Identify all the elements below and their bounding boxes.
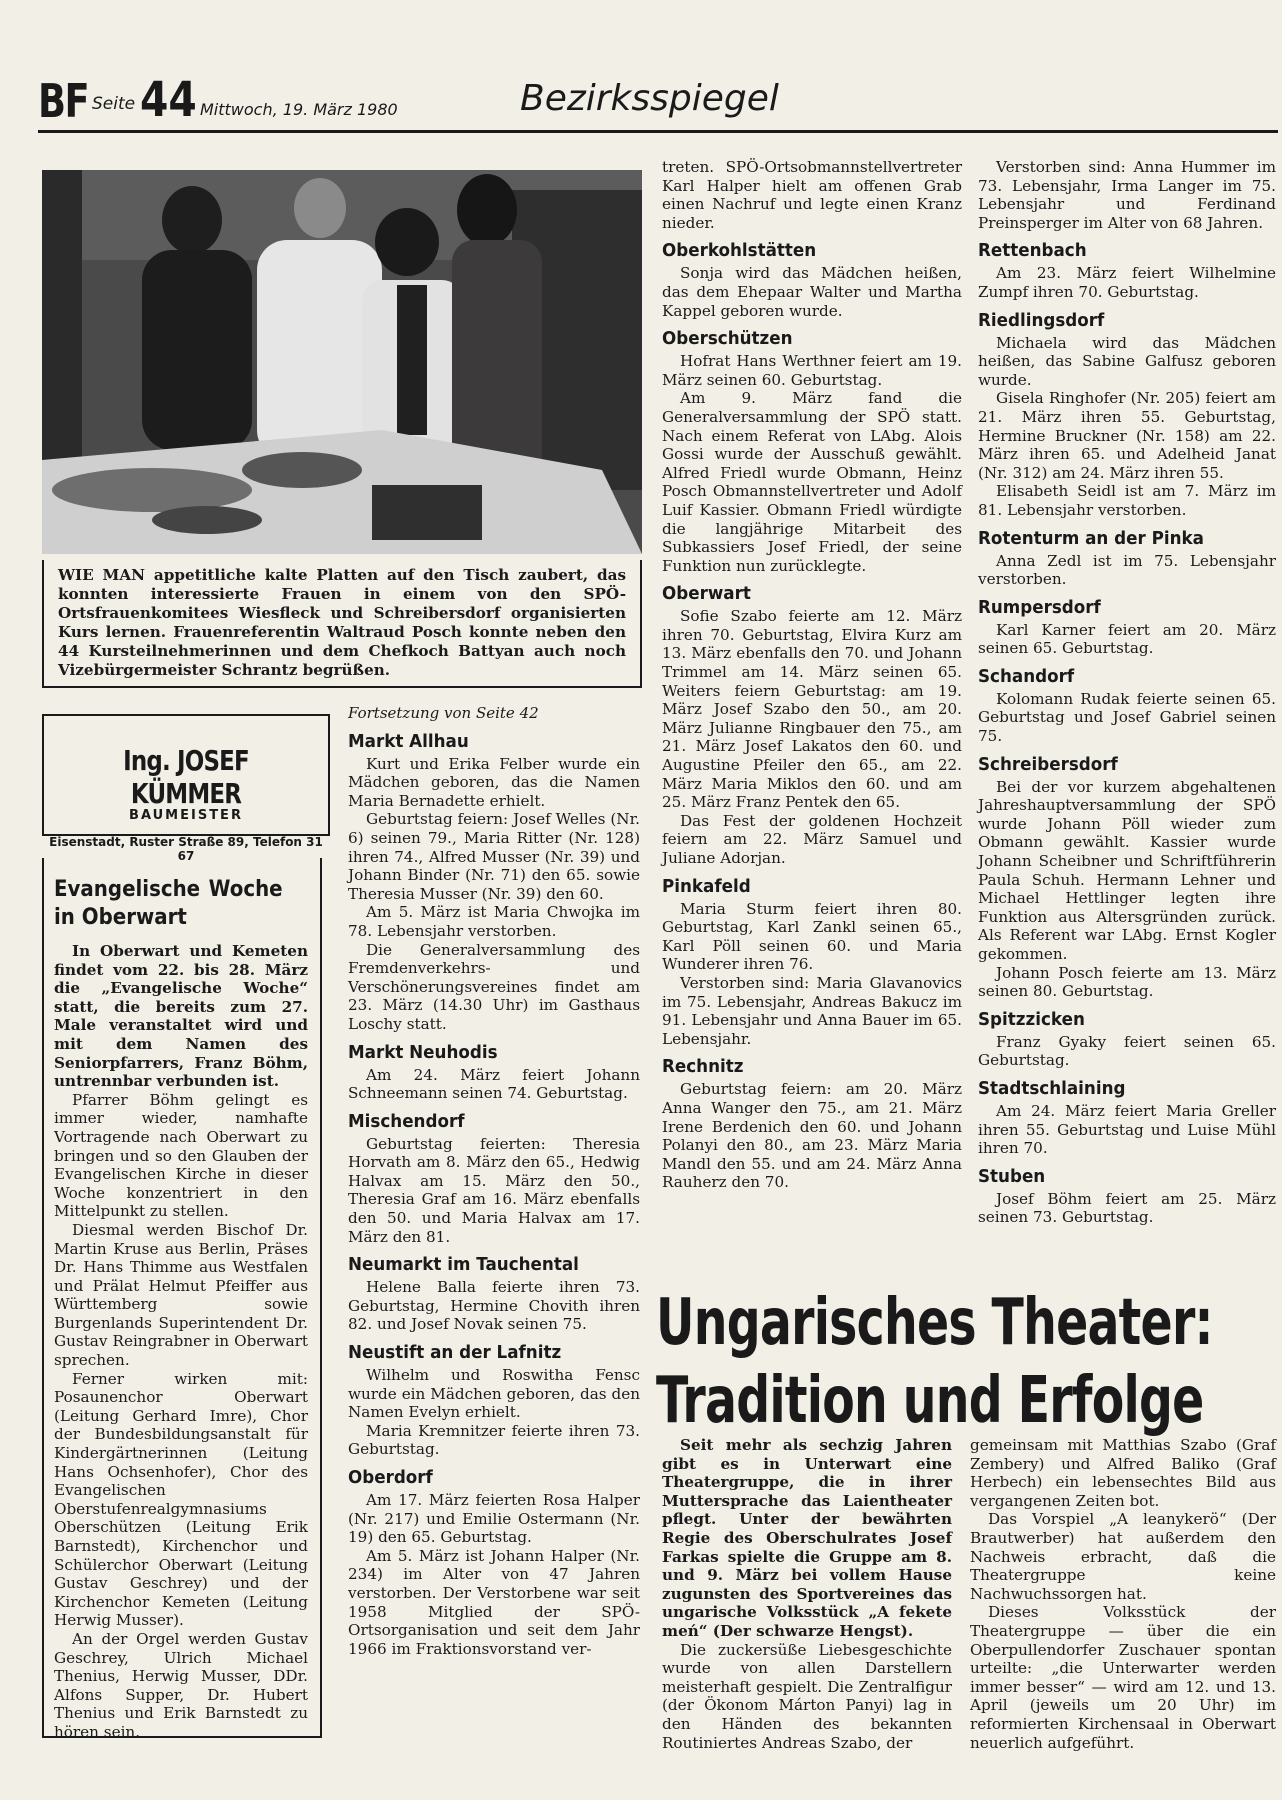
town-heading: Oberkohlstätten <box>662 240 817 262</box>
local-news-column-4 <box>978 158 1276 1227</box>
news-item: Sofie Szabo feierte am 12. März ihren 70. Geburtstag, Elvira Kurz am 13. März ebenfalls den 70. und Johann Trimmel am 14. März seinen 65. Weiters feiern Geburtstag: am 19. März Josef Szabo den 50., am 20. März Julianne Ringbauer den 75., am 21. März Josef Lakatos den 60. und Augustine Pfeiler den 65., am 22. März Maria Miklos den 60. und am 25. März Franz Pentek den 65. <box>662 607 962 812</box>
news-item: Am 23. März feiert Wilhelmine Zumpf ihren 70. Geburtstag. <box>978 264 1276 301</box>
news-item: Kolomann Rudak feierte seinen 65. Geburtstag und Josef Gabriel seinen 75. <box>978 689 1276 746</box>
news-item: Anna Zedl ist im 75. Lebensjahr verstorben. <box>978 551 1276 589</box>
ad-company-name: Ing. JOSEF KÜMMER <box>123 744 249 810</box>
town-heading: Pinkafeld <box>662 875 751 897</box>
town-heading: Riedlingsdorf <box>978 309 1105 331</box>
news-item: Johann Posch feierte am 13. März seinen 80. Geburtstag. <box>978 963 1276 1001</box>
news-item: Am 5. März ist Johann Halper (Nr. 234) im Alter von 47 Jahren verstorben. Der Verstorbene war seit 1958 Mitglied der SPÖ-Ortsorganisation und seit dem Jahr 1966 im Fraktionsvorstand ver- <box>348 1546 640 1658</box>
article-lead: In Oberwart und Kemeten findet vom 22. bis 28. März die „Evangelische Woche“ statt, die bereits zum 27. Male veranstaltet wird und mit dem Namen des Seniorpfarrers, Franz Böhm, untrennbar verbunden ist. <box>54 942 308 1091</box>
town-heading: Markt Neuhodis <box>348 1041 498 1063</box>
continuation-note: Fortsetzung von Seite 42 <box>348 704 539 722</box>
town-heading: Rumpersdorf <box>978 596 1101 618</box>
photo-illustration <box>42 170 642 554</box>
news-item: Bei der vor kurzem abgehaltenen Jahreshauptversammlung der SPÖ wurde Johann Pöll wieder zum Obmann gewählt. Kassier wurde Johann Scheibner und Schriftführerin Paula Schuh. Hermann Lehner und Michael Hettlinger legten ihre Funktion aus Altersgründen zurück. Als Referent war LAbg. Ernst Kogler gekommen. <box>978 777 1276 963</box>
town-heading: Oberwart <box>662 583 751 605</box>
theater-headline-line-1: Ungarisches Theater: <box>656 1286 1213 1360</box>
town-heading: Mischendorf <box>348 1110 465 1132</box>
town-heading: Rotenturm an der Pinka <box>978 527 1204 549</box>
news-item: Am 5. März ist Maria Chwojka im 78. Lebensjahr verstorben. <box>348 903 640 940</box>
news-item: Michaela wird das Mädchen heißen, das Sabine Galfusz geboren wurde. <box>978 333 1276 389</box>
news-item: Verstorben sind: Anna Hummer im 73. Lebensjahr, Irma Langer im 75. Lebensjahr und Ferdinand Preinsperger im Alter von 68 Jahren. <box>978 158 1276 232</box>
publication-logo: BF <box>38 74 88 128</box>
town-heading: Rettenbach <box>978 240 1087 262</box>
town-heading: Stuben <box>978 1165 1046 1187</box>
header-rule <box>38 130 1278 133</box>
ad-profession: BAUMEISTER <box>129 808 243 823</box>
ad-address: Eisenstadt, Ruster Straße 89, Telefon 31 67 <box>49 835 323 863</box>
town-heading: Rechnitz <box>662 1056 744 1078</box>
article-paragraph: Dieses Volksstück der Theatergruppe — über die ein Oberpullendorfer Zuschauer spontan urteilte: „die Unterwarter werden immer besser“ — wird am 12. und 13. April (jeweils um 20 Uhr) im reformierten Kirchensaal in Oberwart neuerlich aufgeführt. <box>970 1603 1276 1752</box>
news-item: Am 17. März feierten Rosa Halper (Nr. 217) und Emilie Ostermann (Nr. 19) den 65. Geburtstag. <box>348 1491 640 1547</box>
news-item: Die Generalversammlung des Fremdenverkehrs- und Verschönerungsvereines findet am 23. März (14.30 Uhr) im Gasthaus Loschy statt. <box>348 940 640 1033</box>
article-paragraph: Diesmal werden Bischof Dr. Martin Kruse aus Berlin, Präses Dr. Hans Thimme aus Westfalen und Prälat Helmut Pfeiffer aus Württemberg sowie Burgenlands Superintendent Dr. Gustav Reingrabner in Oberwart sprechen. <box>54 1220 308 1370</box>
article-paragraph: Die zuckersüße Liebesgeschichte wurde von allen Darstellern meisterhaft gespielt. Die Zentralfigur (der Ökonom Márton Panyi) lag in den Händen des bekannten Routiniertes Andreas Szabo, der <box>662 1640 952 1752</box>
news-item: Am 24. März feiert Johann Schneemann seinen 74. Geburtstag. <box>348 1065 640 1103</box>
news-item: Geburtstag feiern: am 20. März Anna Wanger den 75., am 21. März Irene Berdenich den 60. und Johann Polanyi den 80., am 23. März Maria Mandl den 55. und am 24. März Anna Rauherz den 70. <box>662 1080 962 1192</box>
news-item: Wilhelm und Roswitha Fensc wurde ein Mädchen geboren, das den Namen Evelyn erhielt. <box>348 1366 640 1422</box>
town-heading: Schandorf <box>978 665 1075 687</box>
issue-date: Mittwoch, 19. März 1980 <box>200 100 398 119</box>
theater-article-column-1 <box>662 1436 952 1752</box>
town-heading: Oberschützen <box>662 328 793 350</box>
news-item: Am 24. März feiert Maria Greller ihren 55. Geburtstag und Luise Mühl ihren 70. <box>978 1101 1276 1158</box>
news-item: Kurt und Erika Felber wurde ein Mädchen geboren, das die Namen Maria Bernadette erhielt. <box>348 754 640 810</box>
town-heading: Spitzzicken <box>978 1008 1085 1030</box>
news-item: Am 9. März fand die Generalversammlung der SPÖ statt. Nach einem Referat von LAbg. Alois Gossi wurde der Ausschuß gewählt. Alfred Friedl wurde Obmann, Heinz Posch Obmannstellvertreter und Adolf Luif Kassier. Obmann Friedl würdigte die langjährige Mitarbeit des Subkassiers Josef Friedl, der seine Funktion nun zurücklegte. <box>662 389 962 575</box>
article-lead: Seit mehr als sechzig Jahren gibt es in Unterwart eine Theatergruppe, die in ihrer Muttersprache das Laientheater pflegt. Unter der bewährten Regie des Oberschulrates Josef Farkas spielte die Gruppe am 8. und 9. März bei vollem Hause zugunsten des Sportvereines das ungarische Volksstück „A fekete meń“ (Der schwarze Hengst). <box>662 1436 952 1640</box>
photo-caption: WIE MAN appetitliche kalte Platten auf den Tisch zaubert, das konnten interessierte Frauen in einem von den SPÖ-Ortsfrauenkomitees Wiesfleck und Schreibersdorf organisierten Kurs lernen. Frauenreferentin Waltraud Posch konnte neben den 44 Kursteilnehmerinnen und dem Chefkoch Battyan auch noch Vizebürgermeister Schrantz begrüßen. <box>42 560 642 688</box>
theater-article-column-2 <box>970 1436 1276 1752</box>
page-number: 44 <box>140 72 197 128</box>
article-headline: Evangelische Woche in Oberwart <box>54 877 283 930</box>
article-paragraph: Ferner wirken mit: Posaunenchor Oberwart (Leitung Gerhard Imre), Chor der Bundesbildungsanstalt für Kindergärtnerinnen (Leitung Hans Ochsenhofer), Chor des Evangelischen Oberstufenrealgymnasiums Oberschützen (Leitung Erik Barnstedt), Kirchenchor und Schülerchor Oberwart (Leitung Gustav Geschrey) und der Kirchenchor Kemeten (Leitung Herwig Musser). <box>54 1369 308 1630</box>
town-heading: Oberdorf <box>348 1467 433 1488</box>
town-heading: Neumarkt im Tauchental <box>348 1254 579 1276</box>
news-item: treten. SPÖ-Ortsobmannstellvertreter Karl Halper hielt am offenen Grab einen Nachruf und legte einen Kranz nieder. <box>662 158 962 232</box>
news-item: Karl Karner feiert am 20. März seinen 65. Geburtstag. <box>978 620 1276 658</box>
news-item: Verstorben sind: Maria Glavanovics im 75. Lebensjahr, Andreas Bakucz im 91. Lebensjahr und Anna Bauer im 65. Lebensjahr. <box>662 973 962 1048</box>
theater-headline <box>656 1284 1213 1440</box>
news-item: Maria Kremnitzer feierte ihren 73. Geburtstag. <box>348 1421 640 1459</box>
news-item: Gisela Ringhofer (Nr. 205) feiert am 21. März ihren 55. Geburtstag, Hermine Bruckner (Nr. 158) am 22. März ihren 65. und Adelheid Janat (Nr. 312) am 24. März ihren 55. <box>978 389 1276 482</box>
news-item: Geburtstag feiern: Josef Welles (Nr. 6) seinen 79., Maria Ritter (Nr. 128) ihren 74., Alfred Musser (Nr. 39) und Johann Binder (Nr. 71) den 65. sowie Theresia Musser (Nr. 39) den 60. <box>348 810 640 903</box>
article-paragraph: Das Vorspiel „A leanykerö“ (Der Brautwerber) hat außerdem den Nachweis erbracht, daß die Theatergruppe keine Nachwuchssorgen hat. <box>970 1510 1276 1603</box>
news-item: Das Fest der goldenen Hochzeit feiern am 22. März Samuel und Juliane Adorjan. <box>662 811 962 867</box>
news-photo <box>42 170 642 554</box>
article-paragraph: gemeinsam mit Matthias Szabo (Graf Zembery) und Alfred Baliko (Graf Herbech) ein lebensechtes Bild aus vergangenen Zeiten bot. <box>970 1436 1276 1510</box>
news-item: Maria Sturm feiert ihren 80. Geburtstag, Karl Zankl seinen 65., Karl Pöll seinen 60. und Maria Wunderer ihren 76. <box>662 899 962 974</box>
article-paragraph: Pfarrer Böhm gelingt es immer wieder, namhafte Vortragende nach Oberwart zu bringen und so den Glauben der Evangelischen Kirche in dieser Woche konzentriert in den Mittelpunkt zu stellen. <box>54 1090 308 1221</box>
town-heading: Neustift an der Lafnitz <box>348 1342 562 1364</box>
news-item: Elisabeth Seidl ist am 7. März im 81. Lebensjahr verstorben. <box>978 482 1276 519</box>
news-item: Hofrat Hans Werthner feiert am 19. März seinen 60. Geburtstag. <box>662 352 962 389</box>
page-label: Seite <box>92 94 136 114</box>
town-heading: Stadtschlaining <box>978 1077 1126 1099</box>
news-item: Helene Balla feierte ihren 73. Geburtstag, Hermine Chovith ihren 82. und Josef Novak seinen 75. <box>348 1278 640 1334</box>
news-item: Sonja wird das Mädchen heißen, das dem Ehepaar Walter und Martha Kappel geboren wurde. <box>662 264 962 320</box>
news-item: Geburtstag feierten: Theresia Horvath am 8. März den 65., Hedwig Halvax am 15. März den 50., Theresia Graf am 16. März ebenfalls den 50. und Maria Halvax am 17. März den 81. <box>348 1134 640 1246</box>
local-news-column-2 <box>348 704 640 1658</box>
news-item: Josef Böhm feiert am 25. März seinen 73. Geburtstag. <box>978 1189 1276 1227</box>
town-heading: Markt Allhau <box>348 730 469 752</box>
advertisement-box <box>42 714 330 863</box>
local-news-column-3 <box>662 158 962 1192</box>
news-item: Franz Gyaky feiert seinen 65. Geburtstag. <box>978 1032 1276 1070</box>
article-paragraph: An der Orgel werden Gustav Geschrey, Ulrich Michael Thenius, Herwig Musser, DDr. Alfons Supper, Dr. Hubert Thenius und Erik Barnstedt zu hören sein. <box>54 1629 308 1741</box>
theater-headline-line-2: Tradition und Erfolge <box>656 1364 1204 1438</box>
town-heading: Schreibersdorf <box>978 753 1118 775</box>
evangelische-woche-article <box>42 858 322 1741</box>
section-title: Bezirksspiegel <box>520 78 779 119</box>
